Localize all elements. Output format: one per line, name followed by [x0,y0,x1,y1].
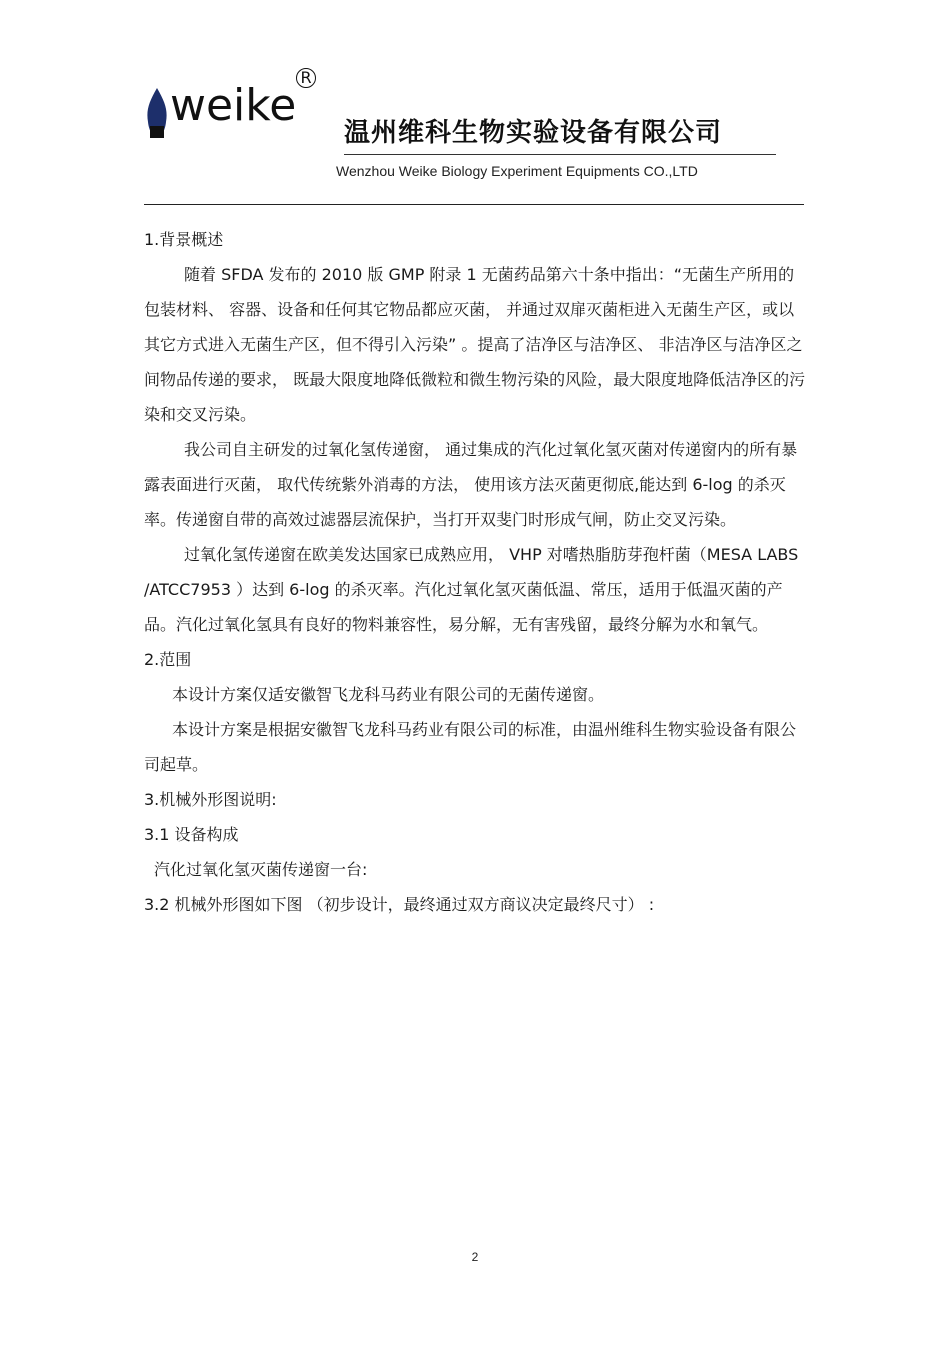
document-body [144,222,808,922]
page-number: 2 [471,1250,479,1264]
company-underline [344,154,776,155]
registered-mark-icon: R [296,68,316,88]
company-name-cn: 温州维科生物实验设备有限公司 [344,118,723,148]
section-3-1-paragraph: 汽化过氧化氢灭菌传递窗一台: [154,860,368,879]
section-3-2-heading: 3.2 机械外形图如下图 （初步设计，最终通过双方商议决定最终尺寸） : [144,895,655,914]
logo-drop-icon [146,88,168,140]
section-1-paragraph-3: 过氧化氢传递窗在欧美发达国家已成熟应用， VHP 对嗜热脂肪芽孢杆菌（MESA LABS /ATCC7953 ）达到 6-log 的杀灭率。汽化过氧化氢灭菌低温、常压，适用于低温灭菌的产品。汽化过氧化氢具有良好的物料兼容性，易分解，无有害残留，最终分解为水和氧气。 [144,545,799,634]
section-3-1-heading: 3.1 设备构成 [144,825,239,844]
section-1-paragraph-2: 我公司自主研发的过氧化氢传递窗， 通过集成的汽化过氧化氢灭菌对传递窗内的所有暴露表面进行灭菌， 取代传统紫外消毒的方法， 使用该方法灭菌更彻底,能达到 6-log 的杀灭率。传递窗自带的高效过滤器层流保护，当打开双斐门时形成气闸，防止交叉污染。 [144,440,798,529]
header-divider [144,204,804,205]
section-3-heading: 3.机械外形图说明: [144,790,277,809]
section-2-paragraph-1: 本设计方案仅适安徽智飞龙科马药业有限公司的无菌传递窗。 [172,685,605,704]
section-1-heading: 1.背景概述 [144,230,224,249]
section-2-heading: 2.范围 [144,650,192,669]
company-name-en: Wenzhou Weike Biology Experiment Equipments CO.,LTD [336,163,698,179]
section-2-paragraph-2: 本设计方案是根据安徽智飞龙科马药业有限公司的标准，由温州维科生物实验设备有限公司起草。 [144,720,797,774]
logo-wordmark: weike [170,80,297,131]
section-1-paragraph-1: 随着 SFDA 发布的 2010 版 GMP 附录 1 无菌药品第六十条中指出：“无菌生产所用的包装材料、 容器、设备和任何其它物品都应灭菌， 并通过双扉灭菌柜进入无菌生产区，或以其它方式进入无菌生产区，但不得引入污染” 。提高了洁净区与洁净区、 非洁净区与洁净区之间物品传递的要求， 既最大限度地降低微粒和微生物污染的风险，最大限度地降低洁净区的污染和交叉污染。 [144,265,806,424]
company-logo [146,70,326,150]
